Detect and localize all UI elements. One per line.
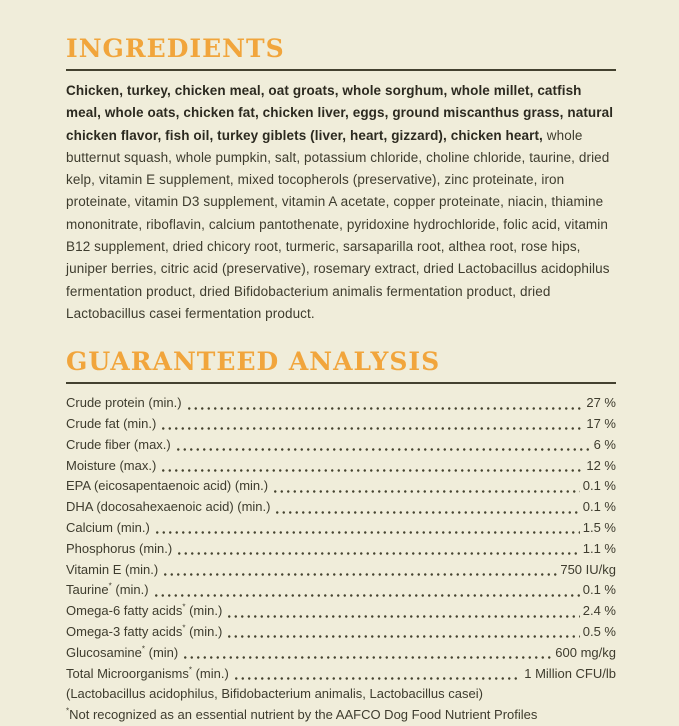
analysis-row-label: Omega-3 fatty acids* (min.) [66,623,223,640]
dot-leader [272,476,580,497]
analysis-row [66,518,616,539]
dot-leader [182,643,552,664]
analysis-row-value: 6 % [593,436,616,452]
aafco-footnote: *Not recognized as an essential nutrient by the AAFCO Dog Food Nutrient Profiles [66,706,538,723]
dot-leader [176,539,580,560]
dot-leader [154,518,580,539]
asterisk-marker: * [141,644,145,654]
analysis-row [66,622,616,643]
dot-leader [153,580,580,601]
dot-leader [226,601,579,622]
dot-leader [175,435,591,456]
dot-leader [233,664,521,685]
dot-leader [186,393,584,414]
ingredients-secondary-list: whole butternut squash, whole pumpkin, salt, potassium chloride, choline chloride, taurine, dried kelp, vitamin E supplement, mixed tocopherols (preservative), zinc proteinate, iron proteinate, vitamin D3 supplement, vitamin A acetate, copper proteinate, niacin, thiamine mononitrate, riboflavin, calcium pantothenate, pyridoxine hydrochloride, folic acid, vitamin B12 supplement, dried chicory root, turmeric, sarsaparilla root, althea root, rose hips, juniper berries, citric acid (preservative), rosemary extract, dried Lactobacillus acidophilus fermentation product, dried Bifidobacterium animalis fermentation product, dried Lactobacillus casei fermentation product. [66,127,610,321]
analysis-row-label: Crude protein (min.) [66,395,182,411]
analysis-row-label: Crude fiber (max.) [66,436,171,452]
analysis-row-value: 0.1 % [582,499,616,515]
section-divider [66,382,616,384]
analysis-row [66,643,616,664]
analysis-row-label: Vitamin E (min.) [66,561,159,577]
analysis-row-label: Taurine* (min.) [66,582,149,598]
analysis-row-value: 0.1 % [582,478,616,494]
analysis-row-label: EPA (eicosapentaenoic acid) (min.) [66,478,269,494]
analysis-row-value: 12 % [586,457,616,473]
pet-food-label [66,34,616,726]
analysis-row-label: Omega-6 fatty acids* (min.) [66,602,223,619]
asterisk-marker: * [108,582,112,592]
analysis-row-label: Moisture (max.) [66,457,157,473]
guaranteed-analysis-section [66,347,616,726]
microorganisms-note: (Lactobacillus acidophilus, Bifidobacterium animalis, Lactobacillus casei) [66,686,483,702]
analysis-row [66,393,616,414]
analysis-row-value: 17 % [586,416,616,432]
analysis-row [66,539,616,560]
analysis-row-value: 0.1 % [582,582,616,598]
analysis-row-label: Crude fat (min.) [66,416,157,432]
analysis-row [66,664,616,685]
asterisk-marker: * [182,602,186,612]
dot-leader [160,414,583,435]
dot-leader [226,622,579,643]
analysis-row [66,560,616,581]
dot-leader [162,560,557,581]
section-divider [66,69,616,71]
dot-leader [160,456,583,477]
analysis-row-label: DHA (docosahexaenoic acid) (min.) [66,499,271,515]
ingredients-primary-list: Chicken, turkey, chicken meal, oat groats, whole sorghum, whole millet, catfish meal, whole oats, chicken fat, chicken liver, eggs, ground miscanthus grass, natural chicken flavor, fish oil, turkey giblets (liver, heart, gizzard), chicken heart, [66,83,614,143]
analysis-row-label: Total Microorganisms* (min.) [66,665,229,681]
analysis-row-value: 0.5 % [582,624,616,640]
asterisk-marker: * [188,665,192,675]
analysis-row [66,414,616,435]
analysis-row-value: 2.4 % [582,603,616,619]
analysis-row [66,497,616,518]
analysis-row [66,456,616,477]
analysis-row-value: 600 mg/kg [555,644,616,660]
analysis-row-label: Glucosamine* (min) [66,644,179,660]
analysis-row-value: 1.1 % [582,540,616,556]
analysis-row-value: 750 IU/kg [560,561,616,577]
analysis-row-value: 1.5 % [582,520,616,536]
analysis-row-value: 27 % [586,395,616,411]
analysis-row [66,580,616,601]
ingredients-title: INGREDIENTS [66,34,285,63]
analysis-table [66,393,616,684]
analysis-row-value: 1 Million CFU/lb [524,665,616,681]
ingredients-text [66,80,616,325]
asterisk-marker: * [66,706,70,716]
analysis-row [66,476,616,497]
analysis-row-label: Phosphorus (min.) [66,540,173,556]
ingredients-section [66,34,616,325]
asterisk-marker: * [182,623,186,633]
guaranteed-analysis-title: GUARANTEED ANALYSIS [66,347,441,377]
dot-leader [274,497,579,518]
analysis-row [66,601,616,622]
analysis-row [66,435,616,456]
analysis-row-label: Calcium (min.) [66,520,150,536]
